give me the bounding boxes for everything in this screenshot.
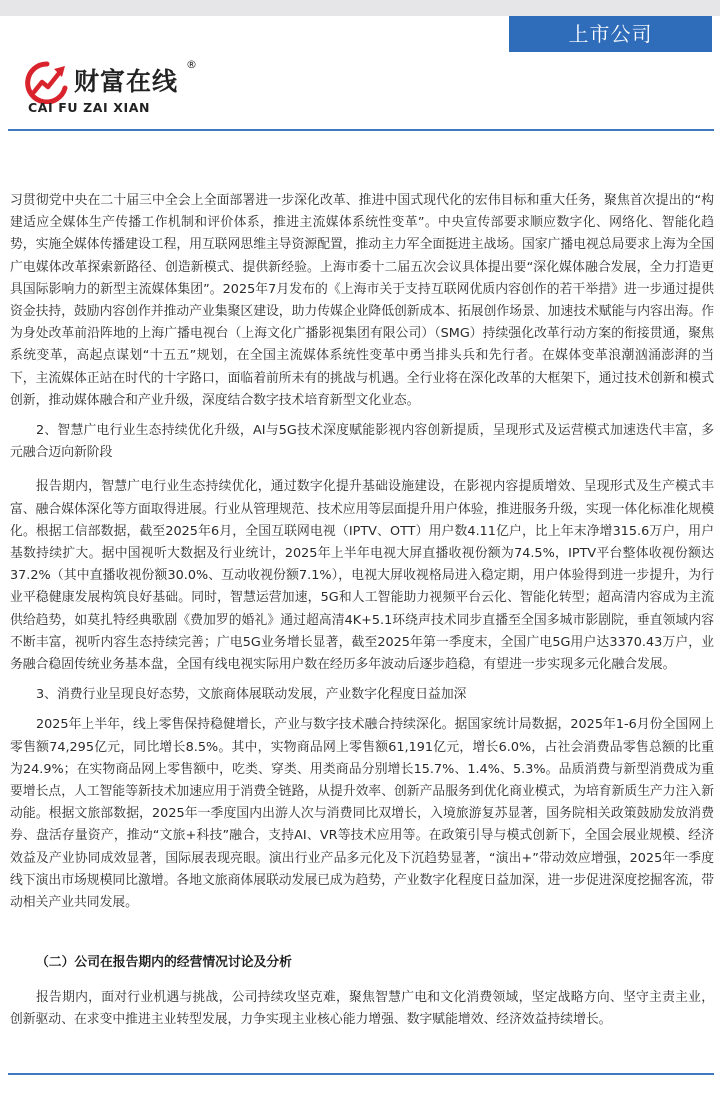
heading-smart-broadcast: 2、智慧广电行业生态持续优化升级，AI与5G技术深度赋能影视内容创新提质，呈现形式及运营模式加速迭代丰富，多元融合迈向新阶段 bbox=[10, 423, 714, 461]
article-body bbox=[10, 190, 714, 1031]
category-banner bbox=[509, 16, 712, 52]
section-title-operations: （二）公司在报告期内的经营情况讨论及分析 bbox=[36, 955, 292, 971]
paragraph-reform: 习贯彻党中央在二十届三中全会上全面部署进一步深化改革、推进中国式现代化的宏伟目标和重大任务，聚焦首次提出的“构建适应全媒体生产传播工作机制和评价体系，推进主流媒体系统性变革”。中央宣传部要求顺应数字化、网络化、智能化趋势，实施全媒体传播建设工程，用互联网思维主导资源配置，推动主力军全面挺进主战场。国家广播电视总局要求上海为全国广电媒体改革探索新路径、创造新模式、提供新经验。上海市委十二届五次会议具体提出要“深化媒体融合发展，全力打造更具国际影响力的新型主流媒体集团”。2025年7月发布的《上海市关于支持互联网优质内容创作的若干举措》进一步通过提供资金扶持，鼓励内容创作并推动产业集聚区建设，助力传媒企业降低创新成本、拓展创作场景、加速技术赋能与内容出海。作为身处改革前沿阵地的上海广播电视台（上海文化广播影视集团有限公司）（SMG）持续强化改革行动方案的衔接贯通，聚焦系统变革，高起点谋划“十五五”规划，在全国主流媒体系统性变革中勇当排头兵和先行者。在媒体变革浪潮汹涌澎湃的当下，主流媒体正站在时代的十字路口，面临着前所未有的挑战与机遇。全行业将在深化改革的大框架下，通过技术创新和模式创新，推动媒体融合和产业升级，深度结合数字技术培育新型文化业态。 bbox=[10, 193, 714, 408]
paragraph-consumption: 2025年上半年，线上零售保持稳健增长，产业与数字技术融合持续深化。据国家统计局数据，2025年1-6月份全国网上零售额74,295亿元，同比增长8.5%。其中，实物商品网上零售额61,191亿元，增长6.0%，占社会消费品零售总额的比重为24.9%；在实物商品网上零售额中，吃类、穿类、用类商品分别增长15.7%、1.4%、5.3%。品质消费与新型消费成为重要增长点，人工智能等新技术加速应用于消费全链路，从提升效率、创新产品服务到优化商业模式，为培育新质生产力注入新动能。根据文旅部数据，2025年一季度国内出游人次与消费同比双增长，入境旅游复苏显著，国务院相关政策鼓励发放消费券、盘活存量资产，推动“文旅+科技”融合，支持AI、VR等技术应用等。在政策引导与模式创新下，全国会展业规模、经济效益及产业协同成效显著，国际展表现亮眼。演出行业产品多元化及下沉趋势显著，“演出+”带动效应增强，2025年一季度线下演出市场规模同比激增。各地文旅商体展联动发展已成为趋势，产业数字化程度日益加深，进一步促进深度挖掘客流，带动相关产业共同发展。 bbox=[10, 717, 714, 911]
paragraph-smart-broadcast: 报告期内，智慧广电行业生态持续优化，通过数字化提升基础设施建设，在影视内容提质增效、呈现形式及生产模式丰富、融合媒体深化等方面取得进展。行业从管理规范、技术应用等层面提升用户体验，推进服务升级，实现一体化标准化规模化。根据工信部数据，截至2025年6月，全国互联网电视（IPTV、OTT）用户数4.11亿户，比上年末净增315.6万户，用户基数持续扩大。据中国视听大数据及行业统计，2025年上半年电视大屏直播收视份额为74.5%，IPTV平台整体收视份额达37.2%（其中直播收视份额30.0%、互动收视份额7.1%），电视大屏收视格局进入稳定期，用户体验得到进一步提升，为行业平稳健康发展构筑良好基础。同时，智慧运营加速，5G和人工智能助力视频平台云化、智能化转型；超高清内容成为主流供给趋势，如莫扎特经典歌剧《费加罗的婚礼》通过超高清4K+5.1环绕声技术同步直播至全国多城市影剧院，垂直领域内容不断丰富，视听内容生态持续完善；广电5G业务增长显著，截至2025年第一季度末，全国广电5G用户达3370.43万户，业务融合稳固传统业务基本盘，全国有线电视实际用户数在经历多年波动后逐步趋稳，有望进一步实现多元化融合发展。 bbox=[10, 479, 714, 673]
top-strip bbox=[0, 0, 720, 16]
paragraph-operations: 报告期内，面对行业机遇与挑战，公司持续攻坚克难，聚焦智慧广电和文化消费领域，坚定战略方向、坚守主责主业，创新驱动、在求变中推进主业转型发展，力争实现主业核心能力增强、数字赋能增效、经济效益持续增长。 bbox=[10, 989, 714, 1027]
registered-mark: ® bbox=[186, 58, 197, 71]
logo-text-cn: 财富在线 bbox=[74, 67, 179, 96]
footer-divider bbox=[8, 1073, 714, 1075]
logo-text-en: CAI FU ZAI XIAN bbox=[28, 100, 151, 115]
category-label: 上市公司 bbox=[568, 22, 653, 46]
heading-consumption: 3、消费行业呈现良好态势，文旅商体展联动发展，产业数字化程度日益加深 bbox=[36, 687, 467, 703]
header-divider bbox=[8, 129, 714, 131]
publisher-logo bbox=[24, 58, 214, 122]
growth-arrow-circle-icon bbox=[24, 60, 70, 104]
